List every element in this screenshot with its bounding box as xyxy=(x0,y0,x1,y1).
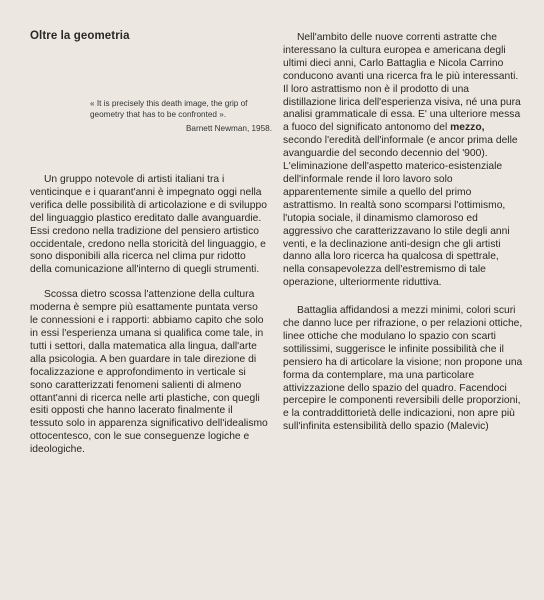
left-column xyxy=(30,30,272,457)
right-column xyxy=(283,30,523,434)
quote-attribution: Barnett Newman, 1958. xyxy=(185,124,272,133)
paragraph-1: Un gruppo notevole di artisti italiani tra i venticinque e i quarant'anni è impegnato oggi nella verifica delle possibilità di articolazione e di sviluppo del linguaggio plastico ereditato dalle avanguardie. Essi credono nella tradizione del pensiero artistico occidentale, credono nella storicità del linguaggio, e sono disponibili alla ricerca nel clima pur ridotto della comunicazione all'interno di quegli strumenti. xyxy=(30,174,267,276)
emphasis-mezzo: mezzo, xyxy=(450,122,485,134)
epigraph-quote xyxy=(90,98,272,134)
paragraph-2: Scossa dietro scossa l'attenzione della cultura moderna è sempre più esattamente puntata verso le connessioni e i rapporti: abbiamo capito che solo in essi l'esperienza umana si qualifica come tale, in tutti i settori, dalla matematica alla lingua, dall'arte alla psicologia. A ben guardare in tale direzione di focalizzazione e approfondimento in verticale si sono caratterizzati fenomeni salienti di almeno ottant'anni di ricerca nelle arti plastiche, con quegli esiti opposti che hanno lacerato finalmente il tessuto solo in apparenza significativo dell'idealismo ottocentesco, con le sue conseguenze logiche e ideologiche. xyxy=(30,289,268,456)
paragraph-3-part-1: Nell'ambito delle nuove correnti astratte che interessano la cultura europea e americana degli ultimi dieci anni, Carlo Battaglia e Nicola Carrino conducono avanti una ricerca fra le più interessanti. Il loro astrattismo non è il prodotto di una distillazione lirica dell'esperienza visiva, né una pura analisi grammaticale di essa. E' una ulteriore messa a fuoco del significato antonomo del xyxy=(283,32,521,134)
paragraph-4: Battaglia affidandosi a mezzi minimi, colori scuri che danno luce per rifrazione, o per relazioni ottiche, linee ottiche che modulano lo spazio con scarti sottilissimi, suggerisce le infinite possibilità che il pensiero ha di articolare la visione; non propone una forma da contemplare, ma una particolare attivizzazione dello spazio del quadro. Facendoci percepire le componenti reversibili delle proporzioni, e la contraddittorietà delle indicazioni, non apre più sull'infinita estensibilità dello spazio (Malevic) xyxy=(283,305,523,433)
section-title: Oltre la geometria xyxy=(30,30,130,42)
quote-text: « It is precisely this death image, the grip of geometry that has to be confronted ». xyxy=(90,99,248,119)
paragraph-3 xyxy=(283,32,523,290)
paragraph-3-part-2: secondo l'eredità dell'informale (e ancor prima delle avanguardie del secondo decennio del '900). L'eliminazione dell'aspetto materico-esistenziale dell'informale rende il loro lavoro solo apparentemente simile a quello del primo astrattismo. In realtà sono scomparsi l'ottimismo, l'utopia sociale, il dinamismo clamoroso ed aggressivo che caratterizzavano lo stile degli anni venti, e la declinazione anti-design che gli artisti danno alla loro ricerca ha qualcosa di spettrale, nella consapevolezza dell'estremismo di tale operazione, ulteriormente riduttiva. xyxy=(283,135,518,289)
